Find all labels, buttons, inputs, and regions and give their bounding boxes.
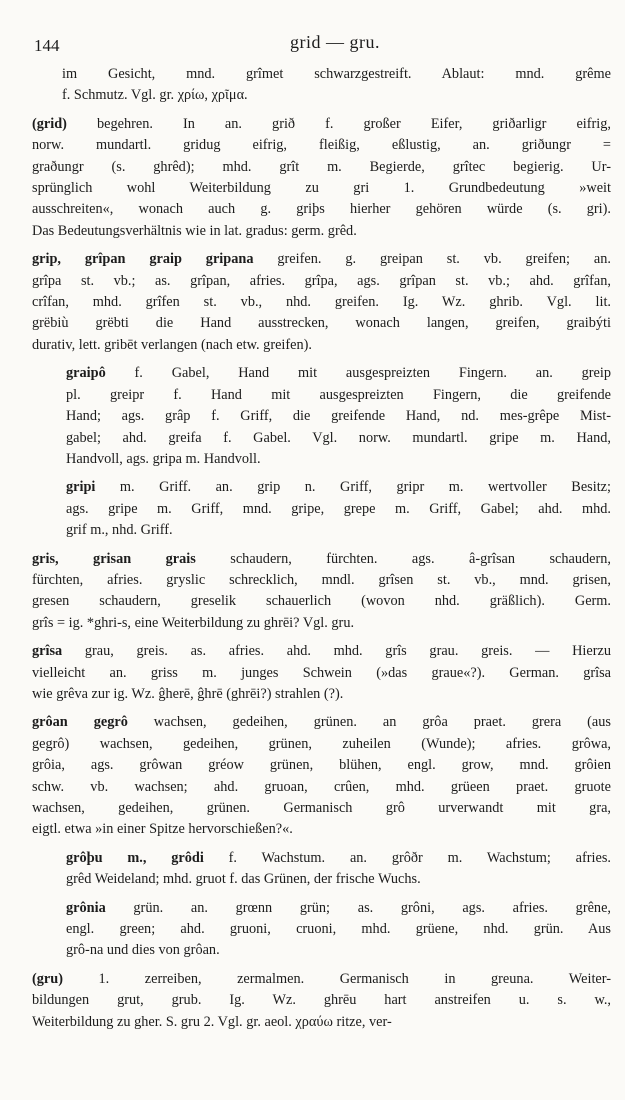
entry-line	[32, 549, 611, 570]
line-text: eigtl. etwa »in einer Spitze hervorschießen?«.	[32, 821, 293, 838]
entry-line	[32, 292, 611, 313]
entry-gap	[32, 962, 611, 969]
entry-line	[32, 178, 611, 199]
entry-line	[66, 898, 611, 919]
line-text: schw. vb. wachsen; ahd. gruoan, crûen, mhd. grüeen praet. gruote	[32, 778, 611, 795]
line-text: norw. mundartl. gridug eifrig, fleißig, eßlustig, an. griðungr =	[32, 137, 611, 154]
headword: graipô	[66, 365, 106, 382]
line-text: wie grêva zur ig. Wz. ĝherē, ĝhrē (ghrēi?) strahlen (?).	[32, 685, 344, 702]
running-title: grid — gru.	[290, 32, 380, 52]
entry-line	[32, 570, 611, 591]
line-text: sprünglich wohl Weiterbildung zu gri 1. Grundbedeutung »weit	[32, 180, 611, 197]
entry-line	[66, 940, 611, 961]
entry-line	[32, 199, 611, 220]
entry-line	[32, 1012, 611, 1033]
line-text: wachsen, gedeihen, grünen. an grôa praet. grera (aus	[127, 714, 611, 731]
sub-entry	[32, 477, 611, 541]
entry-line	[32, 663, 611, 684]
line-text: durativ, lett. gribēt verlangen (nach etw. greifen).	[32, 336, 312, 353]
entry-line	[32, 313, 611, 334]
entry-line	[32, 271, 611, 292]
line-text: f. Gabel, Hand mit ausgespreizten Fingern. an. greip	[105, 365, 611, 382]
page-number: 144	[34, 36, 60, 55]
running-head	[32, 28, 611, 64]
line-text: grëbiù grëbti die Hand ausstrecken, wonach langen, greifen, graibýti	[32, 315, 611, 332]
line-text: begehren. In an. grið f. großer Eifer, griðarligr eifrig,	[66, 115, 611, 132]
entry-line	[32, 64, 611, 85]
headword: (grid)	[32, 115, 67, 132]
line-text: 1. zerreiben, zermalmen. Germanisch in greuna. Weiter-	[62, 970, 611, 987]
line-text: ausschreiten«, wonach auch g. griþs hierher gehören würde (s. gri).	[32, 201, 611, 218]
line-text: engl. green; ahd. gruoni, cruoni, mhd. grüene, nhd. grün. Aus	[66, 921, 611, 938]
sub-entry	[32, 898, 611, 962]
line-text: f. Wachstum. an. grôðr m. Wachstum; afries.	[203, 849, 611, 866]
sub-entry	[32, 848, 611, 891]
entry-line	[32, 85, 611, 106]
entry-gap	[32, 242, 611, 249]
entry-line	[66, 869, 611, 890]
entry-line	[32, 819, 611, 840]
entry-line	[66, 385, 611, 406]
line-text: ags. gripe m. Griff, mnd. gripe, grepe m. Griff, Gabel; ahd. mhd.	[66, 500, 611, 517]
line-text: grau, greis. as. afries. ahd. mhd. grîs grau. greis. — Hierzu	[62, 643, 611, 660]
entry-line	[32, 157, 611, 178]
line-text: crîfan, mhd. grîfen st. vb., nhd. greifen. Ig. Wz. ghrib. Vgl. lit.	[32, 294, 611, 311]
line-text: grêd Weideland; mhd. gruot f. das Grünen, der frische Wuchs.	[66, 871, 421, 888]
entry-gap	[32, 107, 611, 114]
entry-line	[66, 406, 611, 427]
line-text: im Gesicht, mnd. grîmet schwarzgestreift. Ablaut: mnd. grême	[62, 66, 611, 82]
entry-line	[32, 712, 611, 733]
line-text: pl. greipr f. Hand mit ausgespreizten Fingern, die greifende	[66, 386, 611, 403]
entry-line	[32, 990, 611, 1011]
entry-line	[32, 613, 611, 634]
entry-line	[32, 114, 611, 135]
line-text: grif m., nhd. Griff.	[66, 522, 173, 539]
line-text: Das Bedeutungsverhältnis wie in lat. gradus: germ. grêd.	[32, 222, 357, 239]
line-text: gegrô) wachsen, gedeihen, grünen, zuheilen (Wunde); afries. grôwa,	[32, 735, 611, 752]
entry-line	[32, 641, 611, 662]
line-text: Hand; ags. grâp f. Griff, die greifende Hand, nd. mes-grêpe Mist-	[66, 408, 611, 425]
entry-line	[66, 477, 611, 498]
entries	[32, 64, 611, 1033]
entry-line	[32, 777, 611, 798]
line-text: grîpa st. vb.; as. grîpan, afries. grîpa, ags. grîpan st. vb.; ahd. grîfan,	[32, 272, 611, 289]
line-text: vielleicht an. griss m. junges Schwein (»das graue«?). German. grîsa	[32, 664, 611, 681]
headword: grîsa	[32, 643, 63, 660]
line-text: Handvoll, ags. gripa m. Handvoll.	[66, 450, 261, 467]
entry-line	[66, 520, 611, 541]
entry-line	[32, 249, 611, 270]
dictionary-entry	[32, 249, 611, 356]
line-text: Weiterbildung zu gher. S. gru 2. Vgl. gr. aeol. χραύω ritze, ver-	[32, 1013, 392, 1030]
entry-line	[66, 848, 611, 869]
dictionary-entry	[32, 114, 611, 242]
entry-line	[66, 499, 611, 520]
dictionary-entry	[32, 969, 611, 1033]
entry-gap	[32, 470, 611, 477]
line-text: greifen. g. greipan st. vb. greifen; an.	[253, 251, 611, 268]
entry-line	[66, 363, 611, 384]
headword: grôan gegrô	[32, 714, 128, 731]
entry-gap	[32, 841, 611, 848]
entry-gap	[32, 634, 611, 641]
line-text: bildungen grut, grub. Ig. Wz. ghrēu hart anstreifen u. s. w.,	[32, 992, 611, 1009]
entry-gap	[32, 705, 611, 712]
continuation-block	[32, 64, 611, 107]
headword: grônia	[66, 899, 106, 916]
entry-line	[32, 221, 611, 242]
entry-line	[32, 591, 611, 612]
headword: (gru)	[32, 970, 63, 987]
dictionary-entry	[32, 712, 611, 840]
entry-line	[32, 335, 611, 356]
line-text: m. Griff. an. grip n. Griff, gripr m. wertvoller Besitz;	[95, 479, 611, 496]
dictionary-entry	[32, 549, 611, 635]
line-text: wachsen, gedeihen, grünen. Germanisch grô urverwandt mit gra,	[32, 800, 611, 816]
entry-line	[32, 734, 611, 755]
entry-line	[32, 684, 611, 705]
entry-line	[32, 969, 611, 990]
entry-line	[66, 919, 611, 940]
line-text: grôia, ags. grôwan gréow grünen, blühen, engl. grow, mnd. grôien	[32, 757, 611, 774]
entry-line	[32, 755, 611, 776]
line-text: f. Schmutz. Vgl. gr. χρίω, χρῖμα.	[62, 87, 248, 104]
sub-entry	[32, 363, 611, 470]
line-text: grô-na und dies von grôan.	[66, 942, 220, 959]
entry-line	[66, 428, 611, 449]
headword: gris, grisan grais	[32, 550, 196, 567]
entry-gap	[32, 542, 611, 549]
dictionary-entry	[32, 641, 611, 705]
entry-line	[32, 798, 611, 819]
line-text: schaudern, fürchten. ags. â-grîsan schaudern,	[195, 550, 611, 567]
entry-gap	[32, 891, 611, 898]
entry-line	[66, 449, 611, 470]
headword: grip, grîpan graip gripana	[32, 251, 254, 268]
headword: grôþu m., grôdi	[66, 849, 204, 866]
line-text: fürchten, afries. gryslic schrecklich, mndl. grîsen st. vb., mnd. grisen,	[32, 571, 611, 588]
line-text: grîs = ig. *ghri-s, eine Weiterbildung zu ghrēi? Vgl. gru.	[32, 614, 355, 631]
line-text: graðungr (s. ghrêd); mhd. grît m. Begierde, grîtec begierig. Ur-	[32, 158, 611, 175]
headword: gripi	[66, 479, 96, 496]
entry-line	[32, 135, 611, 156]
entry-gap	[32, 356, 611, 363]
line-text: gabel; ahd. greifa f. Gabel. Vgl. norw. mundartl. gripe m. Hand,	[66, 429, 611, 446]
line-text: grün. an. grœnn grün; as. grôni, ags. afries. grêne,	[105, 899, 611, 916]
line-text: gresen schaudern, greselik schauerlich (wovon nhd. gräßlich). Germ.	[32, 593, 611, 610]
